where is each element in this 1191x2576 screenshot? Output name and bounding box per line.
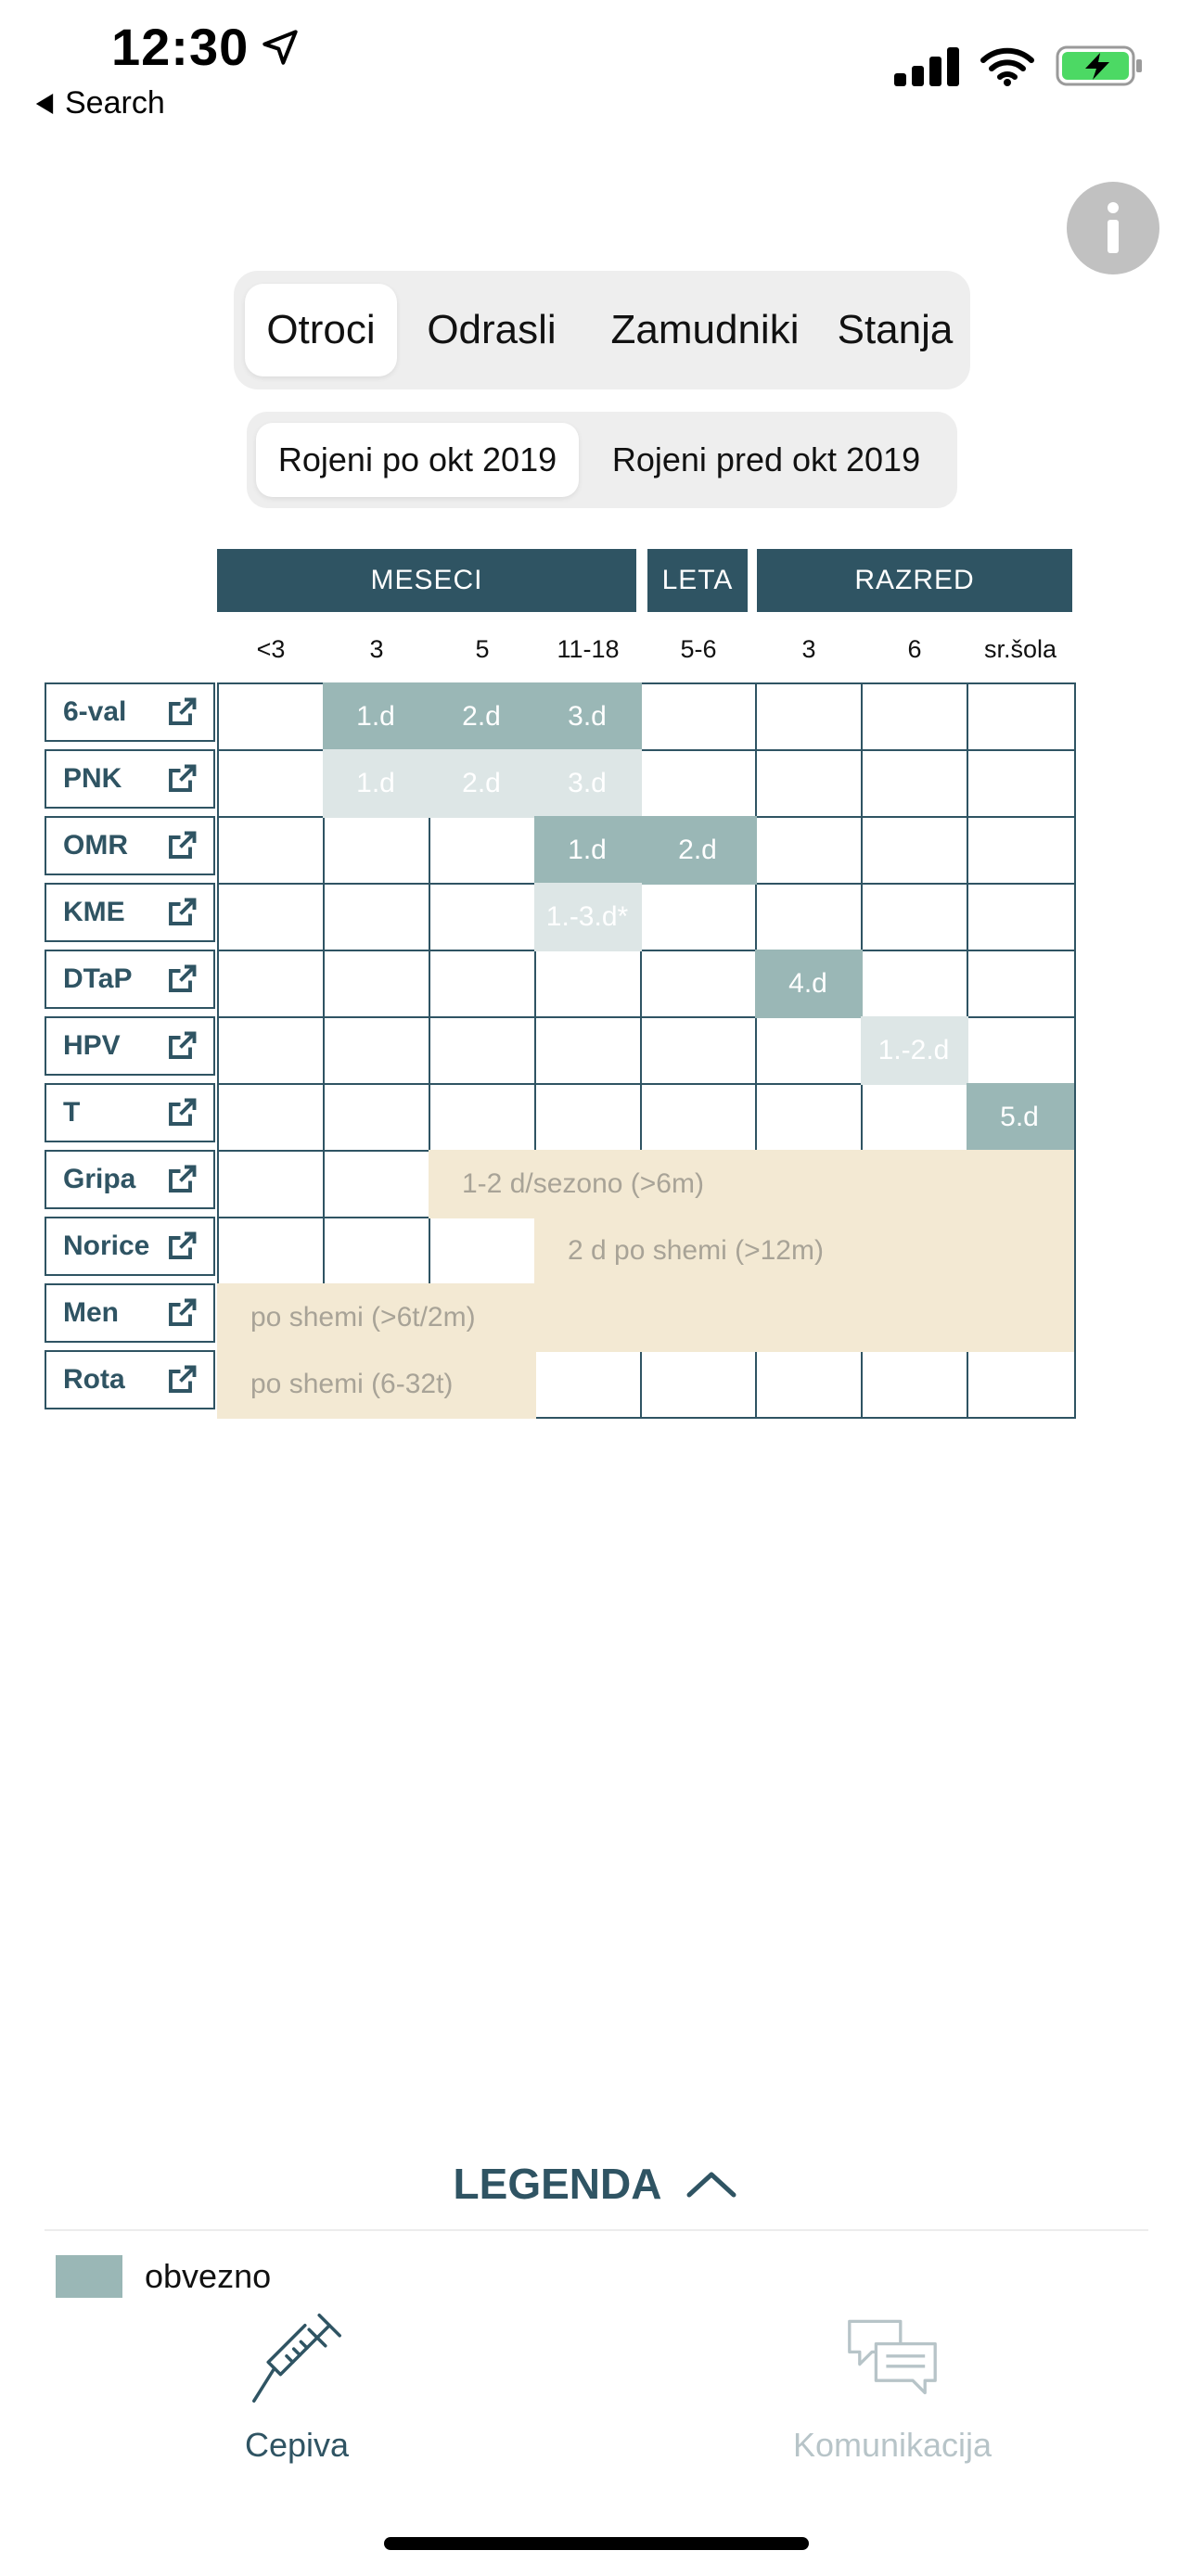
schedule-block-t — [967, 1083, 1074, 1152]
row-label-text: DTaP — [63, 963, 133, 994]
column-label: 5 — [475, 634, 490, 663]
grid-cell — [861, 1350, 968, 1419]
schedule-block-kme — [534, 883, 642, 951]
grid-cell — [217, 1150, 325, 1218]
grid-cell — [967, 1350, 1076, 1419]
legend-toggle[interactable] — [0, 2151, 1191, 2216]
tab-otroci[interactable]: Otroci — [245, 284, 397, 376]
row-label-omr[interactable] — [45, 816, 215, 875]
row-label-text: PNK — [63, 763, 122, 794]
grid-cell — [217, 883, 325, 951]
grid-cell — [967, 682, 1076, 751]
legend-swatch-obvezno — [56, 2255, 122, 2298]
nav-cepiva[interactable] — [102, 2307, 492, 2465]
grid-cell — [429, 816, 536, 885]
chat-bubbles-icon — [841, 2307, 943, 2409]
external-link-icon — [165, 963, 198, 996]
tab-zamudniki[interactable]: Zamudniki — [610, 307, 800, 352]
grid-cell — [755, 749, 863, 818]
nav-label-cepiva: Cepiva — [244, 2426, 350, 2464]
grid-cell — [217, 749, 325, 818]
external-link-icon — [165, 1163, 198, 1196]
grid-cell — [640, 883, 757, 951]
grid-cell — [861, 1083, 968, 1152]
external-link-icon — [165, 1230, 198, 1263]
chevron-up-icon — [685, 2169, 737, 2199]
grid-cell — [967, 950, 1076, 1018]
row-label-pnk[interactable] — [45, 749, 215, 809]
row-label-norice[interactable] — [45, 1217, 215, 1276]
row-label-text: Rota — [63, 1364, 125, 1395]
grid-cell — [217, 950, 325, 1018]
row-label-dtap[interactable] — [45, 950, 215, 1009]
row-label-kme[interactable] — [45, 883, 215, 942]
tab-rojeni-pred[interactable]: Rojeni pred okt 2019 — [611, 440, 921, 478]
column-label: <3 — [256, 634, 286, 663]
grid-cell — [640, 682, 757, 751]
row-label-text: Men — [63, 1297, 119, 1328]
column-label: 3 — [801, 634, 816, 663]
grid-cell — [534, 950, 642, 1018]
row-label-t[interactable] — [45, 1083, 215, 1142]
syringe-icon — [246, 2307, 348, 2409]
grid-cell — [861, 883, 968, 951]
grid-cell — [755, 816, 863, 885]
grid-cell — [323, 1016, 430, 1085]
grid-cell — [861, 749, 968, 818]
row-label-text: T — [63, 1097, 81, 1128]
grid-cell — [217, 1217, 325, 1285]
grid-cell — [640, 1350, 757, 1419]
dose-label: 2.d — [678, 835, 717, 865]
row-label-men[interactable] — [45, 1283, 215, 1343]
external-link-icon — [165, 1029, 198, 1063]
dose-label: 5.d — [1000, 1102, 1039, 1132]
grid-cell — [755, 883, 863, 951]
grid-cell — [323, 1150, 430, 1218]
schedule-block-rota: po shemi (6-32t) — [217, 1350, 536, 1419]
grid-cell — [967, 816, 1076, 885]
schedule-block-hpv — [861, 1016, 968, 1085]
grid-cell — [967, 883, 1076, 951]
grid-cell — [967, 1016, 1076, 1085]
dose-label: 1.-3.d* — [545, 901, 629, 932]
external-link-icon — [165, 1096, 198, 1129]
nav-komunikacija[interactable] — [698, 2307, 1087, 2465]
grid-cell — [861, 682, 968, 751]
tab-rojeni-po[interactable]: Rojeni po okt 2019 — [256, 423, 579, 497]
dose-label: 1.-2.d — [877, 1035, 950, 1065]
grid-cell — [967, 749, 1076, 818]
grid-cell — [429, 1217, 536, 1285]
schedule-block-men: po shemi (>6t/2m) — [217, 1283, 1074, 1352]
grid-cell — [217, 816, 325, 885]
group-header-meseci: MESECI — [217, 549, 636, 612]
dose-label: 1.d — [568, 835, 607, 865]
row-label-text: Gripa — [63, 1164, 136, 1194]
schedule-block-pnk — [323, 749, 642, 818]
tab-odrasli[interactable]: Odrasli — [427, 307, 557, 352]
dose-label: 2.d — [462, 701, 501, 732]
grid-cell — [429, 883, 536, 951]
schedule-block-dtap — [755, 950, 863, 1018]
column-label: 3 — [369, 634, 384, 663]
grid-cell — [429, 1083, 536, 1152]
grid-cell — [429, 950, 536, 1018]
grid-cell — [755, 1350, 863, 1419]
external-link-icon — [165, 829, 198, 862]
schedule-block-norice: 2 d po shemi (>12m) — [534, 1217, 1074, 1285]
row-label-text: KME — [63, 897, 125, 927]
grid-cell — [755, 1083, 863, 1152]
grid-cell — [323, 816, 430, 885]
row-label-6-val[interactable] — [45, 682, 215, 742]
row-label-hpv[interactable] — [45, 1016, 215, 1076]
column-label: 6 — [907, 634, 922, 663]
external-link-icon — [165, 896, 198, 929]
tab-stanja[interactable]: Stanja — [837, 307, 954, 352]
grid-cell — [640, 1083, 757, 1152]
grid-cell — [640, 749, 757, 818]
grid-cell — [534, 1016, 642, 1085]
grid-cell — [534, 1083, 642, 1152]
grid-cell — [755, 1016, 863, 1085]
grid-cell — [640, 950, 757, 1018]
group-header-leta: LETA — [647, 549, 748, 612]
grid-cell — [323, 1083, 430, 1152]
row-label-text: 6-val — [63, 696, 127, 727]
time-text: 12:30 — [111, 18, 250, 76]
legend-title: LEGENDA — [453, 2160, 662, 2208]
dose-label: 1.d — [356, 768, 395, 798]
grid-cell — [534, 1350, 642, 1419]
grid-cell — [217, 682, 325, 751]
schedule-block-6-val — [323, 682, 642, 751]
grid-cell — [861, 816, 968, 885]
external-link-icon — [165, 762, 198, 796]
row-label-text: OMR — [63, 830, 128, 861]
column-label: 11-18 — [557, 634, 620, 663]
grid-cell — [640, 1016, 757, 1085]
legend-label-obvezno: obvezno — [145, 2257, 272, 2295]
dose-label: 1.d — [356, 701, 395, 732]
legend-divider — [45, 2229, 1148, 2231]
row-label-text: HPV — [63, 1030, 121, 1061]
external-link-icon — [165, 1363, 198, 1396]
external-link-icon — [165, 695, 198, 729]
grid-cell — [861, 950, 968, 1018]
grid-cell — [217, 1083, 325, 1152]
grid-cell — [217, 1016, 325, 1085]
schedule-block-omr — [534, 816, 757, 885]
nav-label-komunikacija: Komunikacija — [792, 2426, 992, 2464]
group-header-razred: RAZRED — [757, 549, 1072, 612]
external-link-icon — [165, 1296, 198, 1330]
row-label-gripa[interactable] — [45, 1150, 215, 1209]
row-label-rota[interactable] — [45, 1350, 215, 1409]
back-label: Search — [65, 85, 165, 121]
grid-cell — [323, 883, 430, 951]
dose-label: 4.d — [788, 968, 827, 999]
schedule-block-gripa: 1-2 d/sezono (>6m) — [429, 1150, 1074, 1218]
grid-cell — [323, 1217, 430, 1285]
home-indicator — [384, 2537, 809, 2550]
column-label: 5-6 — [680, 634, 717, 663]
dose-label: 3.d — [568, 701, 607, 732]
column-label: sr.šola — [983, 634, 1057, 663]
grid-cell — [429, 1016, 536, 1085]
dose-label: 2.d — [462, 768, 501, 798]
grid-cell — [323, 950, 430, 1018]
grid-cell — [755, 682, 863, 751]
row-label-text: Norice — [63, 1231, 150, 1261]
dose-label: 3.d — [568, 768, 607, 798]
